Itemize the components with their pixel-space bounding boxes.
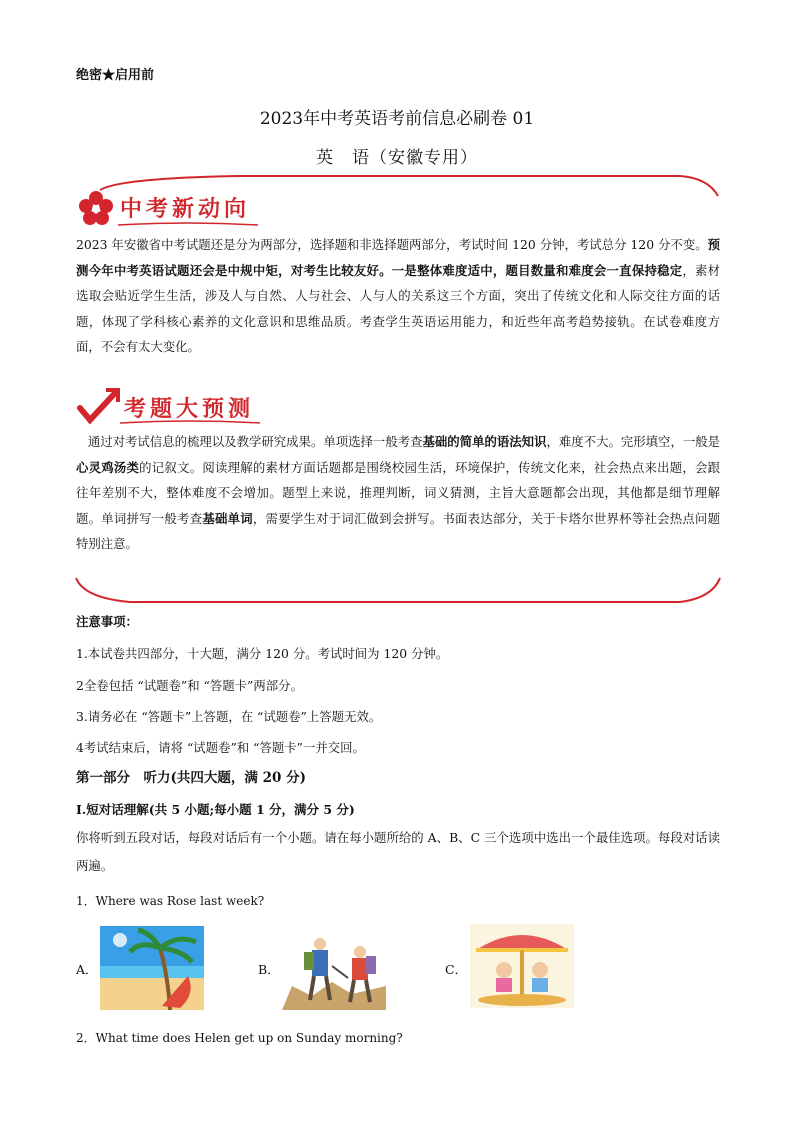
notes-heading: 注意事项：	[76, 614, 138, 629]
checkmark-arrow-icon	[76, 388, 120, 426]
exam-subtitle: 英 语（安徽专用）	[316, 148, 478, 168]
exam-title: 2023年中考英语考前信息必刷卷 01	[259, 109, 535, 129]
option-label-a: A．	[76, 962, 98, 977]
question-stem: 1．Where was Rose last week?	[76, 894, 265, 908]
note-item: 4考试结束后，请将 “试题卷”和 “答题卡”一并交回。	[76, 740, 365, 755]
hiking-image	[282, 926, 386, 1010]
secret-label: 绝密★启用前	[76, 68, 155, 83]
note-item: 3.请务必在 “答题卡”上答题，在 “试题卷”上答题无效。	[76, 709, 382, 724]
flower-icon	[76, 188, 116, 228]
section-underline	[118, 222, 258, 228]
option-label-c: C．	[445, 962, 468, 977]
carousel-image	[470, 924, 574, 1008]
section-label-trend: 中考新动向	[120, 197, 251, 222]
question-stem: 2．What time does Helen get up on Sunday morning?	[76, 1031, 403, 1045]
section-label-forecast: 考题大预测	[124, 397, 255, 422]
trend-paragraph: 2023 年安徽省中考试题还是分为两部分，选择题和非选择题两部分，考试时间 120 分钟，考试总分 120 分不变。预测今年中考英语试题还会是中规中矩，对考生比较友好。一是整体难度适中，题目数量和难度会一直保持稳定，素材选取会贴近学生生活，涉及人与自然、人与社会、人与人的关系这三个方面，突出了传统文化和人际交往方面的话题，体现了学科核心素养的文化意识和思维品质。考查学生英语运用能力，和近些年高考趋势接轨。在试卷难度方面，不会有太大变化。	[76, 237, 721, 354]
instructions: 你将听到五段对话，每段对话后有一个小题。请在每小题所给的 A、B、C 三个选项中选出一个最佳选项。每段对话读两遍。	[76, 830, 720, 873]
part-title: 第一部分 听力(共四大题，满 20 分)	[76, 770, 306, 786]
option-label-b: B．	[258, 962, 280, 977]
note-item: 2全卷包括 “试题卷”和 “答题卡”两部分。	[76, 678, 303, 693]
beach-image	[100, 926, 204, 1010]
section-underline	[120, 420, 260, 426]
forecast-paragraph: 通过对考试信息的梳理以及教学研究成果。单项选择一般考查基础的简单的语法知识，难度不大。完形填空，一般是心灵鸡汤类的记叙文。阅读理解的素材方面话题都是围绕校园生活，环境保护，传统文化来，社会热点来出题，会跟往年差别不大，整体难度不会增加。题型上来说，推理判断，词义猜测，主旨大意题都会出现，其他都是细节理解题。单词拼写一般考查基础单词，需要学生对于词汇做到会拼写。书面表达部分，关于卡塔尔世界杯等社会热点问题特别注意。	[76, 434, 721, 551]
note-item: 1.本试卷共四部分，十大题，满分 120 分。考试时间为 120 分钟。	[76, 646, 449, 661]
subsection-title: Ⅰ.短对话理解(共 5 小题;每小题 1 分，满分 5 分)	[76, 802, 355, 817]
